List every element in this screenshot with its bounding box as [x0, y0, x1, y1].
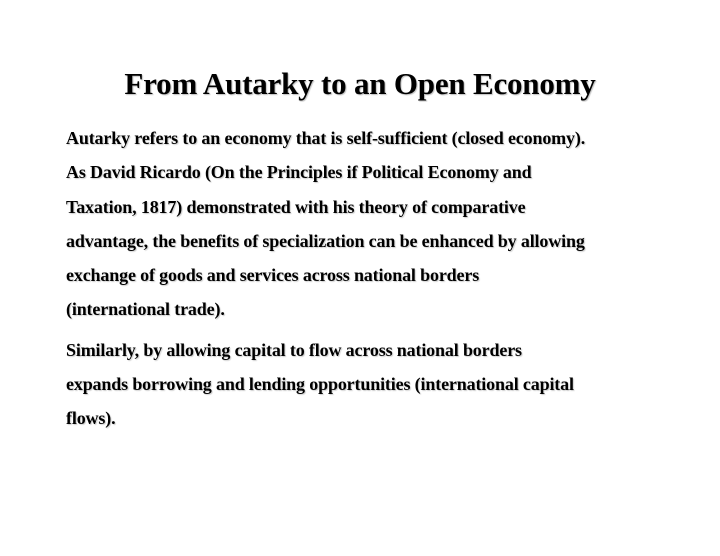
text-line: Autarky refers to an economy that is self-sufficient (closed economy).	[66, 128, 586, 148]
paragraph-autarky	[66, 121, 666, 327]
paragraph-capital-flows	[66, 333, 666, 436]
text-line: (international trade).	[66, 299, 225, 320]
slide-body	[66, 121, 666, 436]
text-line: expands borrowing and lending opportunities (international capital	[66, 374, 574, 395]
slide-title: From Autarky to an Open Economy	[124, 66, 596, 101]
text-line: As David Ricardo (On the Principles if Political Economy and	[66, 162, 532, 183]
text-line: exchange of goods and services across national borders	[66, 265, 480, 286]
text-line: Similarly, by allowing capital to flow across national borders	[66, 339, 522, 360]
text-line: advantage, the benefits of specialization can be enhanced by allowing	[66, 230, 585, 251]
text-line: flows).	[66, 408, 116, 429]
text-line: Taxation, 1817) demonstrated with his theory of comparative	[66, 196, 526, 217]
